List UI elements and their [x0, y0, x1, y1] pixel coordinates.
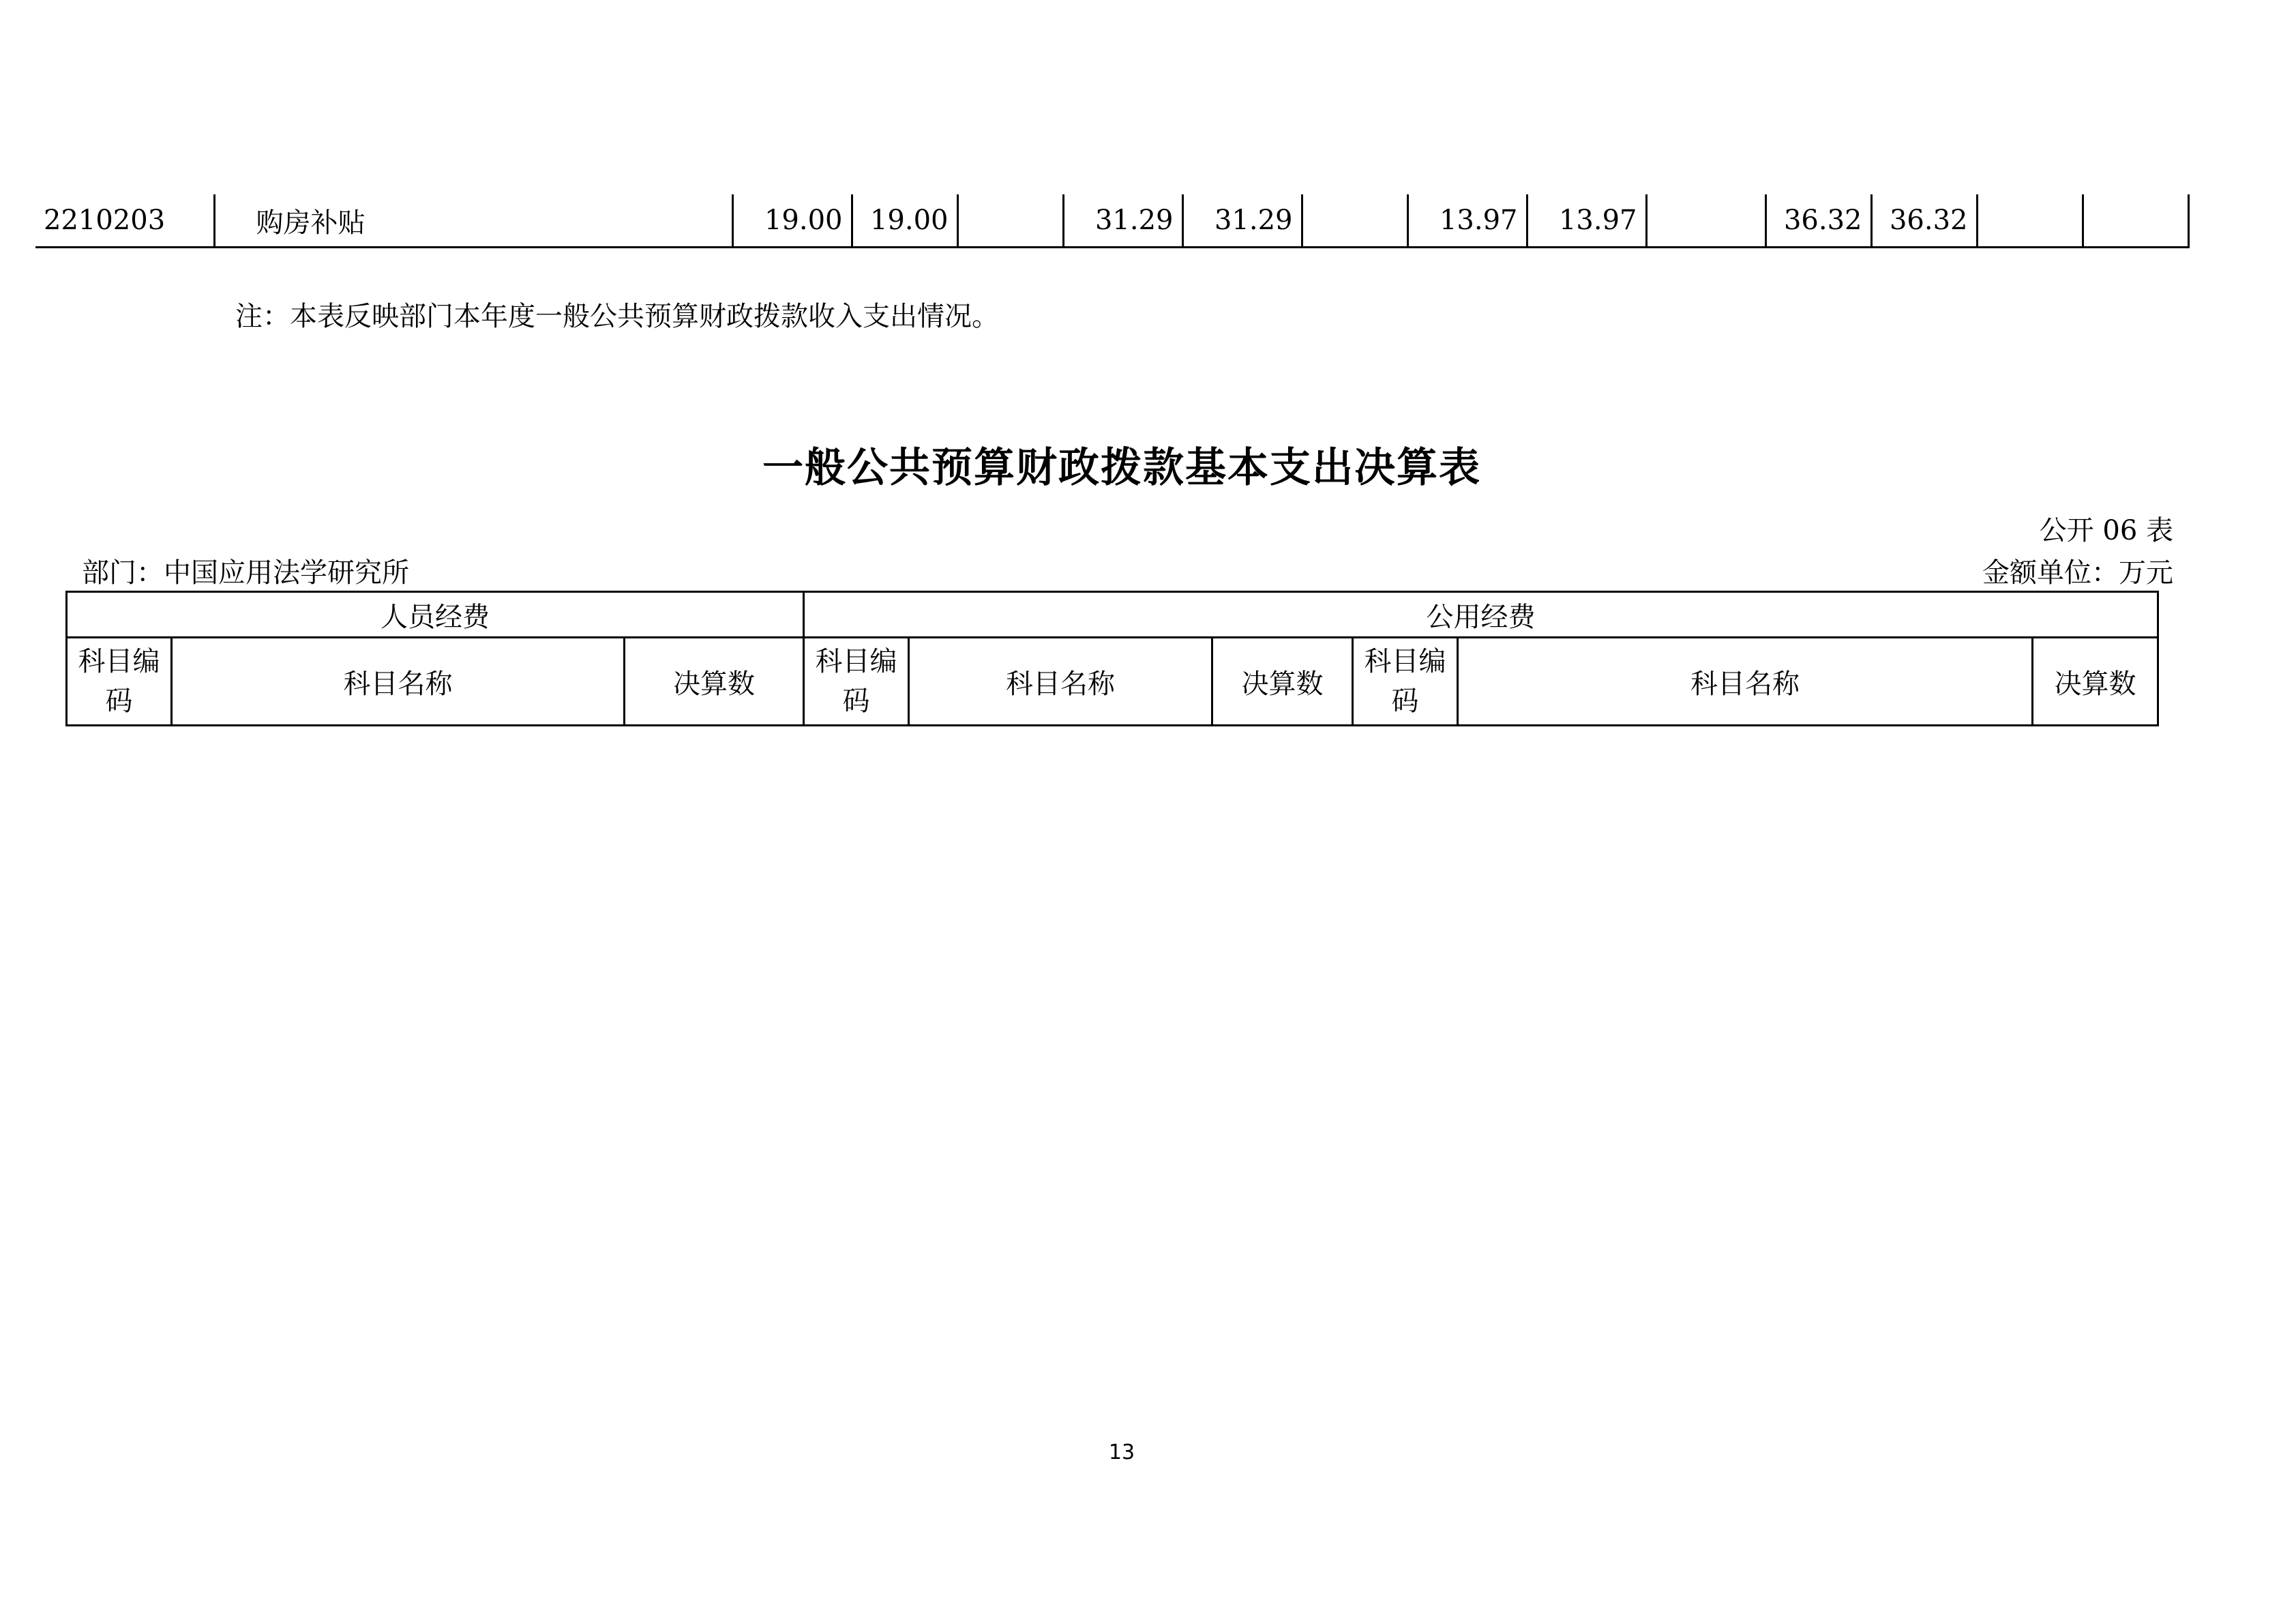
column-header-code: 科目编码 — [67, 638, 172, 726]
previous-table-fragment — [35, 194, 2190, 248]
prev-row-value: 36.32 — [1871, 194, 1977, 248]
prev-row-value: 31.29 — [1063, 194, 1182, 248]
table-row — [35, 194, 2188, 248]
prev-row-value — [1646, 194, 1765, 248]
prev-row-value — [957, 194, 1063, 248]
column-header-amount: 决算数 — [625, 638, 804, 726]
column-header-name: 科目名称 — [1458, 638, 2033, 726]
table-number: 公开 06 表 — [2039, 515, 2173, 546]
prev-row-code: 2210203 — [35, 194, 214, 248]
expenditure-table — [65, 591, 2159, 726]
column-header-amount: 决算数 — [2033, 638, 2158, 726]
column-header-amount: 决算数 — [1212, 638, 1353, 726]
prev-row-value — [1302, 194, 1407, 248]
group-header-public: 公用经费 — [804, 592, 2158, 638]
prev-row-value — [2083, 194, 2188, 248]
column-header-name: 科目名称 — [172, 638, 625, 726]
column-header-name: 科目名称 — [909, 638, 1212, 726]
column-header-code: 科目编码 — [1353, 638, 1458, 726]
amount-unit-label: 金额单位：万元 — [1982, 557, 2173, 589]
prev-row-value: 13.97 — [1527, 194, 1646, 248]
department-label: 部门：中国应用法学研究所 — [82, 557, 409, 589]
table-note: 注：本表反映部门本年度一般公共预算财政拨款收入支出情况。 — [235, 301, 999, 332]
prev-row-name: 购房补贴 — [214, 194, 732, 248]
prev-row-value — [1977, 194, 2083, 248]
table-column-header-row — [67, 638, 2158, 726]
page-title: 一般公共预算财政拨款基本支出决算表 — [762, 444, 1481, 492]
prev-row-value: 31.29 — [1182, 194, 1302, 248]
column-header-code: 科目编码 — [804, 638, 909, 726]
table-group-header-row — [67, 592, 2158, 638]
prev-row-value: 19.00 — [732, 194, 852, 248]
prev-row-value: 36.32 — [1765, 194, 1871, 248]
page-number: 13 — [1108, 1441, 1135, 1464]
prev-row-value: 19.00 — [852, 194, 957, 248]
prev-row-value: 13.97 — [1407, 194, 1527, 248]
group-header-personnel: 人员经费 — [67, 592, 804, 638]
